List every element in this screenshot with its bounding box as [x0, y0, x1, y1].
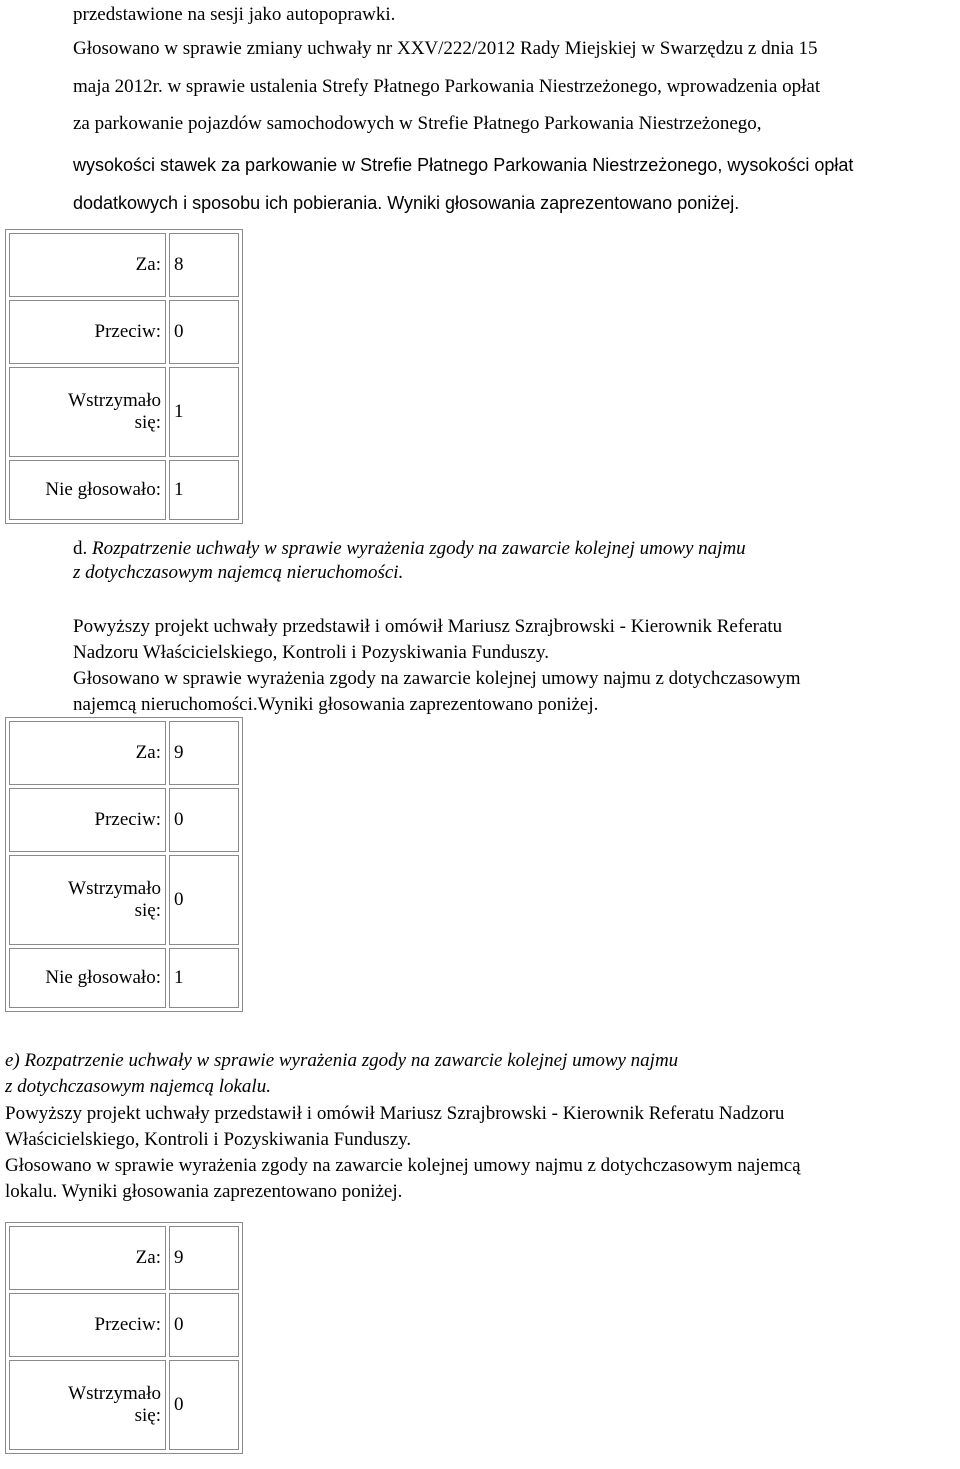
section-prefix: d. [73, 538, 88, 559]
vote-value: 1 [169, 948, 239, 1008]
text-line: lokalu. Wyniki głosowania zaprezentowano poniżej. [5, 1181, 403, 1202]
text-line: dodatkowych i sposobu ich pobierania. Wyniki głosowania zaprezentowano poniżej. [73, 193, 740, 213]
vote-label: Za: [9, 721, 166, 785]
vote-value: 0 [169, 300, 239, 364]
text-line: za parkowanie pojazdów samochodowych w Strefie Płatnego Parkowania Niestrzeżonego, [73, 113, 762, 134]
vote-label: Przeciw: [9, 1293, 166, 1357]
vote-label-line: się: [134, 412, 161, 433]
vote-value: 0 [169, 1360, 239, 1450]
section-heading [73, 538, 746, 560]
vote-value: 9 [169, 1226, 239, 1290]
section-title: z dotychczasowym najemcą lokalu. [5, 1076, 271, 1097]
vote-label-line: się: [134, 1405, 161, 1426]
vote-label [9, 367, 166, 457]
text-line: przedstawione na sesji jako autopoprawki. [73, 4, 396, 25]
text-line: Głosowano w sprawie wyrażenia zgody na zawarcie kolejnej umowy najmu z dotychczasowym najemcą [5, 1155, 801, 1176]
vote-table [5, 1222, 243, 1454]
vote-label-line: się: [134, 900, 161, 921]
vote-row-przeciw [9, 788, 239, 852]
vote-label: Nie głosowało: [9, 948, 166, 1008]
vote-row-nie-glosowalo [9, 460, 239, 520]
text-fragment: w sprawie ustalenia Strefy Płatnego Parkowania Niestrzeżonego, wprowadzenia opłat [167, 76, 821, 97]
text-line: wysokości stawek za parkowanie w Strefie Płatnego Parkowania Niestrzeżonego, wysokości opłat [73, 155, 854, 175]
vote-label: Nie głosowało: [9, 460, 166, 520]
section-title: Rozpatrzenie uchwały w sprawie wyrażenia zgody na zawarcie kolejnej umowy najmu [92, 538, 746, 559]
text-line [73, 76, 820, 98]
vote-row-za [9, 721, 239, 785]
vote-label: Za: [9, 233, 166, 297]
vote-label-line: Wstrzymało [68, 1383, 161, 1404]
vote-value: 1 [169, 367, 239, 457]
text-line: Powyższy projekt uchwały przedstawił i omówił Mariusz Szrajbrowski - Kierownik Referatu Nadzoru [5, 1103, 785, 1124]
vote-value: 0 [169, 855, 239, 945]
vote-label-line: Wstrzymało [68, 878, 161, 899]
vote-label-line: Wstrzymało [68, 390, 161, 411]
vote-label: Przeciw: [9, 300, 166, 364]
vote-value: 0 [169, 1293, 239, 1357]
vote-label [9, 855, 166, 945]
vote-row-nie-glosowalo [9, 948, 239, 1008]
vote-row-przeciw [9, 1293, 239, 1357]
text-line: Nadzoru Właścicielskiego, Kontroli i Pozyskiwania Funduszy. [73, 642, 549, 663]
section-title: z dotychczasowym najemcą nieruchomości. [73, 562, 404, 583]
text-line: Właścicielskiego, Kontroli i Pozyskiwania Funduszy. [5, 1129, 412, 1150]
vote-row-za [9, 1226, 239, 1290]
vote-table [5, 717, 243, 1012]
vote-label [9, 1360, 166, 1450]
vote-value: 1 [169, 460, 239, 520]
vote-row-wstrzymalo [9, 367, 239, 457]
vote-label: Przeciw: [9, 788, 166, 852]
vote-row-za [9, 233, 239, 297]
vote-label: Za: [9, 1226, 166, 1290]
vote-value: 8 [169, 233, 239, 297]
section-title: e) Rozpatrzenie uchwały w sprawie wyrażenia zgody na zawarcie kolejnej umowy najmu [5, 1050, 679, 1071]
vote-row-przeciw [9, 300, 239, 364]
vote-value: 0 [169, 788, 239, 852]
text-line: Powyższy projekt uchwały przedstawił i omówił Mariusz Szrajbrowski - Kierownik Referatu [73, 616, 783, 637]
vote-value: 9 [169, 721, 239, 785]
text-line: Głosowano w sprawie zmiany uchwały nr XXV/222/2012 Rady Miejskiej w Swarzędzu z dnia 15 [73, 38, 818, 59]
text-line: najemcą nieruchomości.Wyniki głosowania zaprezentowano poniżej. [73, 694, 599, 715]
vote-table [5, 229, 243, 524]
vote-row-wstrzymalo [9, 855, 239, 945]
vote-row-wstrzymalo [9, 1360, 239, 1450]
text-fragment: maja 2012r. [73, 76, 163, 97]
text-line: Głosowano w sprawie wyrażenia zgody na zawarcie kolejnej umowy najmu z dotychczasowym [73, 668, 801, 689]
